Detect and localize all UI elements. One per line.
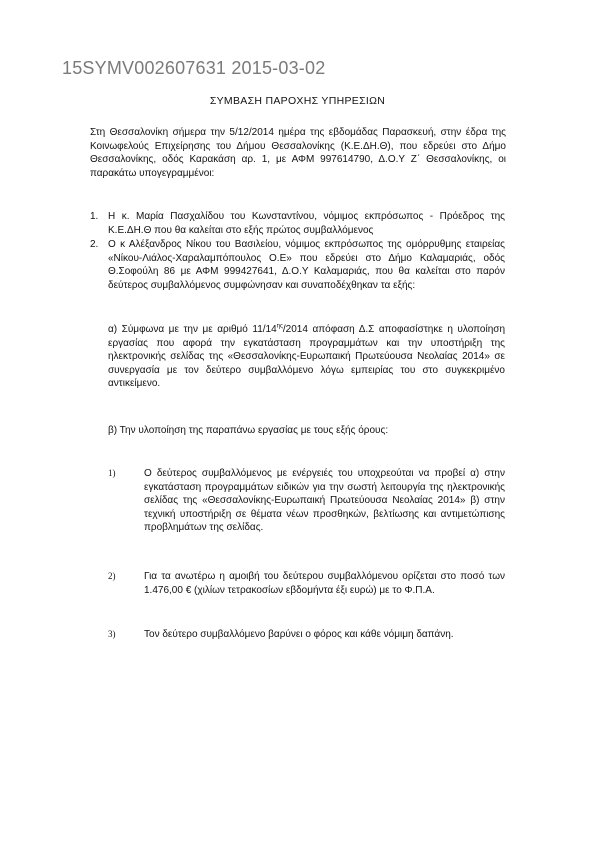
party-number: 2.: [90, 239, 99, 250]
term-text: Τον δεύτερο συμβαλλόμενο βαρύνει ο φόρος και κάθε νόμιμη δαπάνη.: [144, 629, 454, 640]
clause-b: β) Την υλοποίηση της παραπάνω εργασίας με τους εξής όρους:: [108, 425, 389, 436]
party-number: 1.: [90, 211, 99, 222]
document-title: ΣΥΜΒΑΣΗ ΠΑΡΟΧΗΣ ΥΠΗΡΕΣΙΩΝ: [209, 95, 386, 107]
term-item: [108, 467, 505, 557]
intro-paragraph: Στη Θεσσαλονίκη σήμερα την 5/12/2014 ημέρα της εβδομάδας Παρασκευή, στην έδρα της Κοινωφελούς Επιχείρησης του Δήμου Θεσσαλονίκης (Κ.Ε.ΔΗ.Θ), που εδρεύει στο Δήμο Θεσσαλονίκης, οδός Καρακάση αρ. 1, με ΑΦΜ 997614790, Δ.Ο.Υ Ζ΄ Θεσσαλονίκης, οι παρακάτω υπογεγραμμένοι:: [90, 127, 506, 179]
term-number: 1): [108, 468, 116, 478]
term-item: [108, 570, 505, 610]
clause-a-end: /2014 απόφαση Δ.Σ αποφασίστηκε η υλοποίηση εργασίας που αφορά την εγκατάσταση προγραμμάτων και την υποστήριξη της ηλεκτρονικής σελίδας της «Θεσσαλονίκης-Ευρωπαική Πρωτεύουσα Νεολαίας 2014» σε συνεργασία με τον δεύτερο συμβαλλόμενο λόγω εμπειρίας του στο συγκεκριμένο αντικείμενο.: [108, 324, 506, 389]
clause-a: [108, 323, 505, 391]
term-number: 2): [108, 571, 116, 581]
term-number: 3): [108, 629, 116, 639]
party-text: Η κ. Μαρία Πασχαλίδου του Κωνσταντίνου, νόμιμος εκπρόσωπος - Πρόεδρος της Κ.Ε.ΔΗ.Θ που θα καλείται στο εξής πρώτος συμβαλλόμενος: [108, 211, 505, 236]
clause-a-start: α) Σύμφωνα με την με αριθμό 11/14: [108, 324, 277, 335]
registry-stamp: 15SYMV002607631 2015-03-02: [62, 58, 326, 78]
clause-a-superscript: ης: [276, 323, 283, 330]
party-item: [90, 210, 506, 240]
party-item: [90, 238, 506, 318]
party-text: Ο κ Αλέξανδρος Νίκου του Βασιλείου, νόμιμος εκπρόσωπος της ομόρρυθμης εταιρείας «Νίκου-Λιάλος-Χαραλαμπόπουλος Ο.Ε» που εδρεύει στο Δήμο Καλαμαριάς, οδός Θ.Σοφούλη 86 με ΑΦΜ 999427641, Δ.Ο.Υ Καλαμαριάς, που θα καλείται στο παρόν δεύτερος συμβαλλόμενος συμφώνησαν και συναποδέχθηκαν τα εξής:: [108, 239, 505, 291]
term-text: Για τα ανωτέρω η αμοιβή του δεύτερου συμβαλλόμενου ορίζεται στο ποσό των 1.476,00 € (χιλίων τετρακοσίων εβδομήντα έξι ευρώ) με το Φ.Π.Α.: [144, 571, 505, 596]
term-text: Ο δεύτερος συμβαλλόμενος με ενέργειές του υποχρεούται να προβεί α) στην εγκατάσταση προγραμμάτων ειδικών για την σωστή λειτουργία της ηλεκτρονικής σελίδας της «Θεσσαλονίκης-Ευρωπαική Πρωτεύουσα Νεολαίας 2014» β) στην τεχνική υποστήριξη σε θέματα νέων προσθηκών, βελτίωσης και αντιμετώπισης προβλημάτων της σελίδας.: [144, 468, 505, 533]
term-item: [108, 628, 505, 658]
